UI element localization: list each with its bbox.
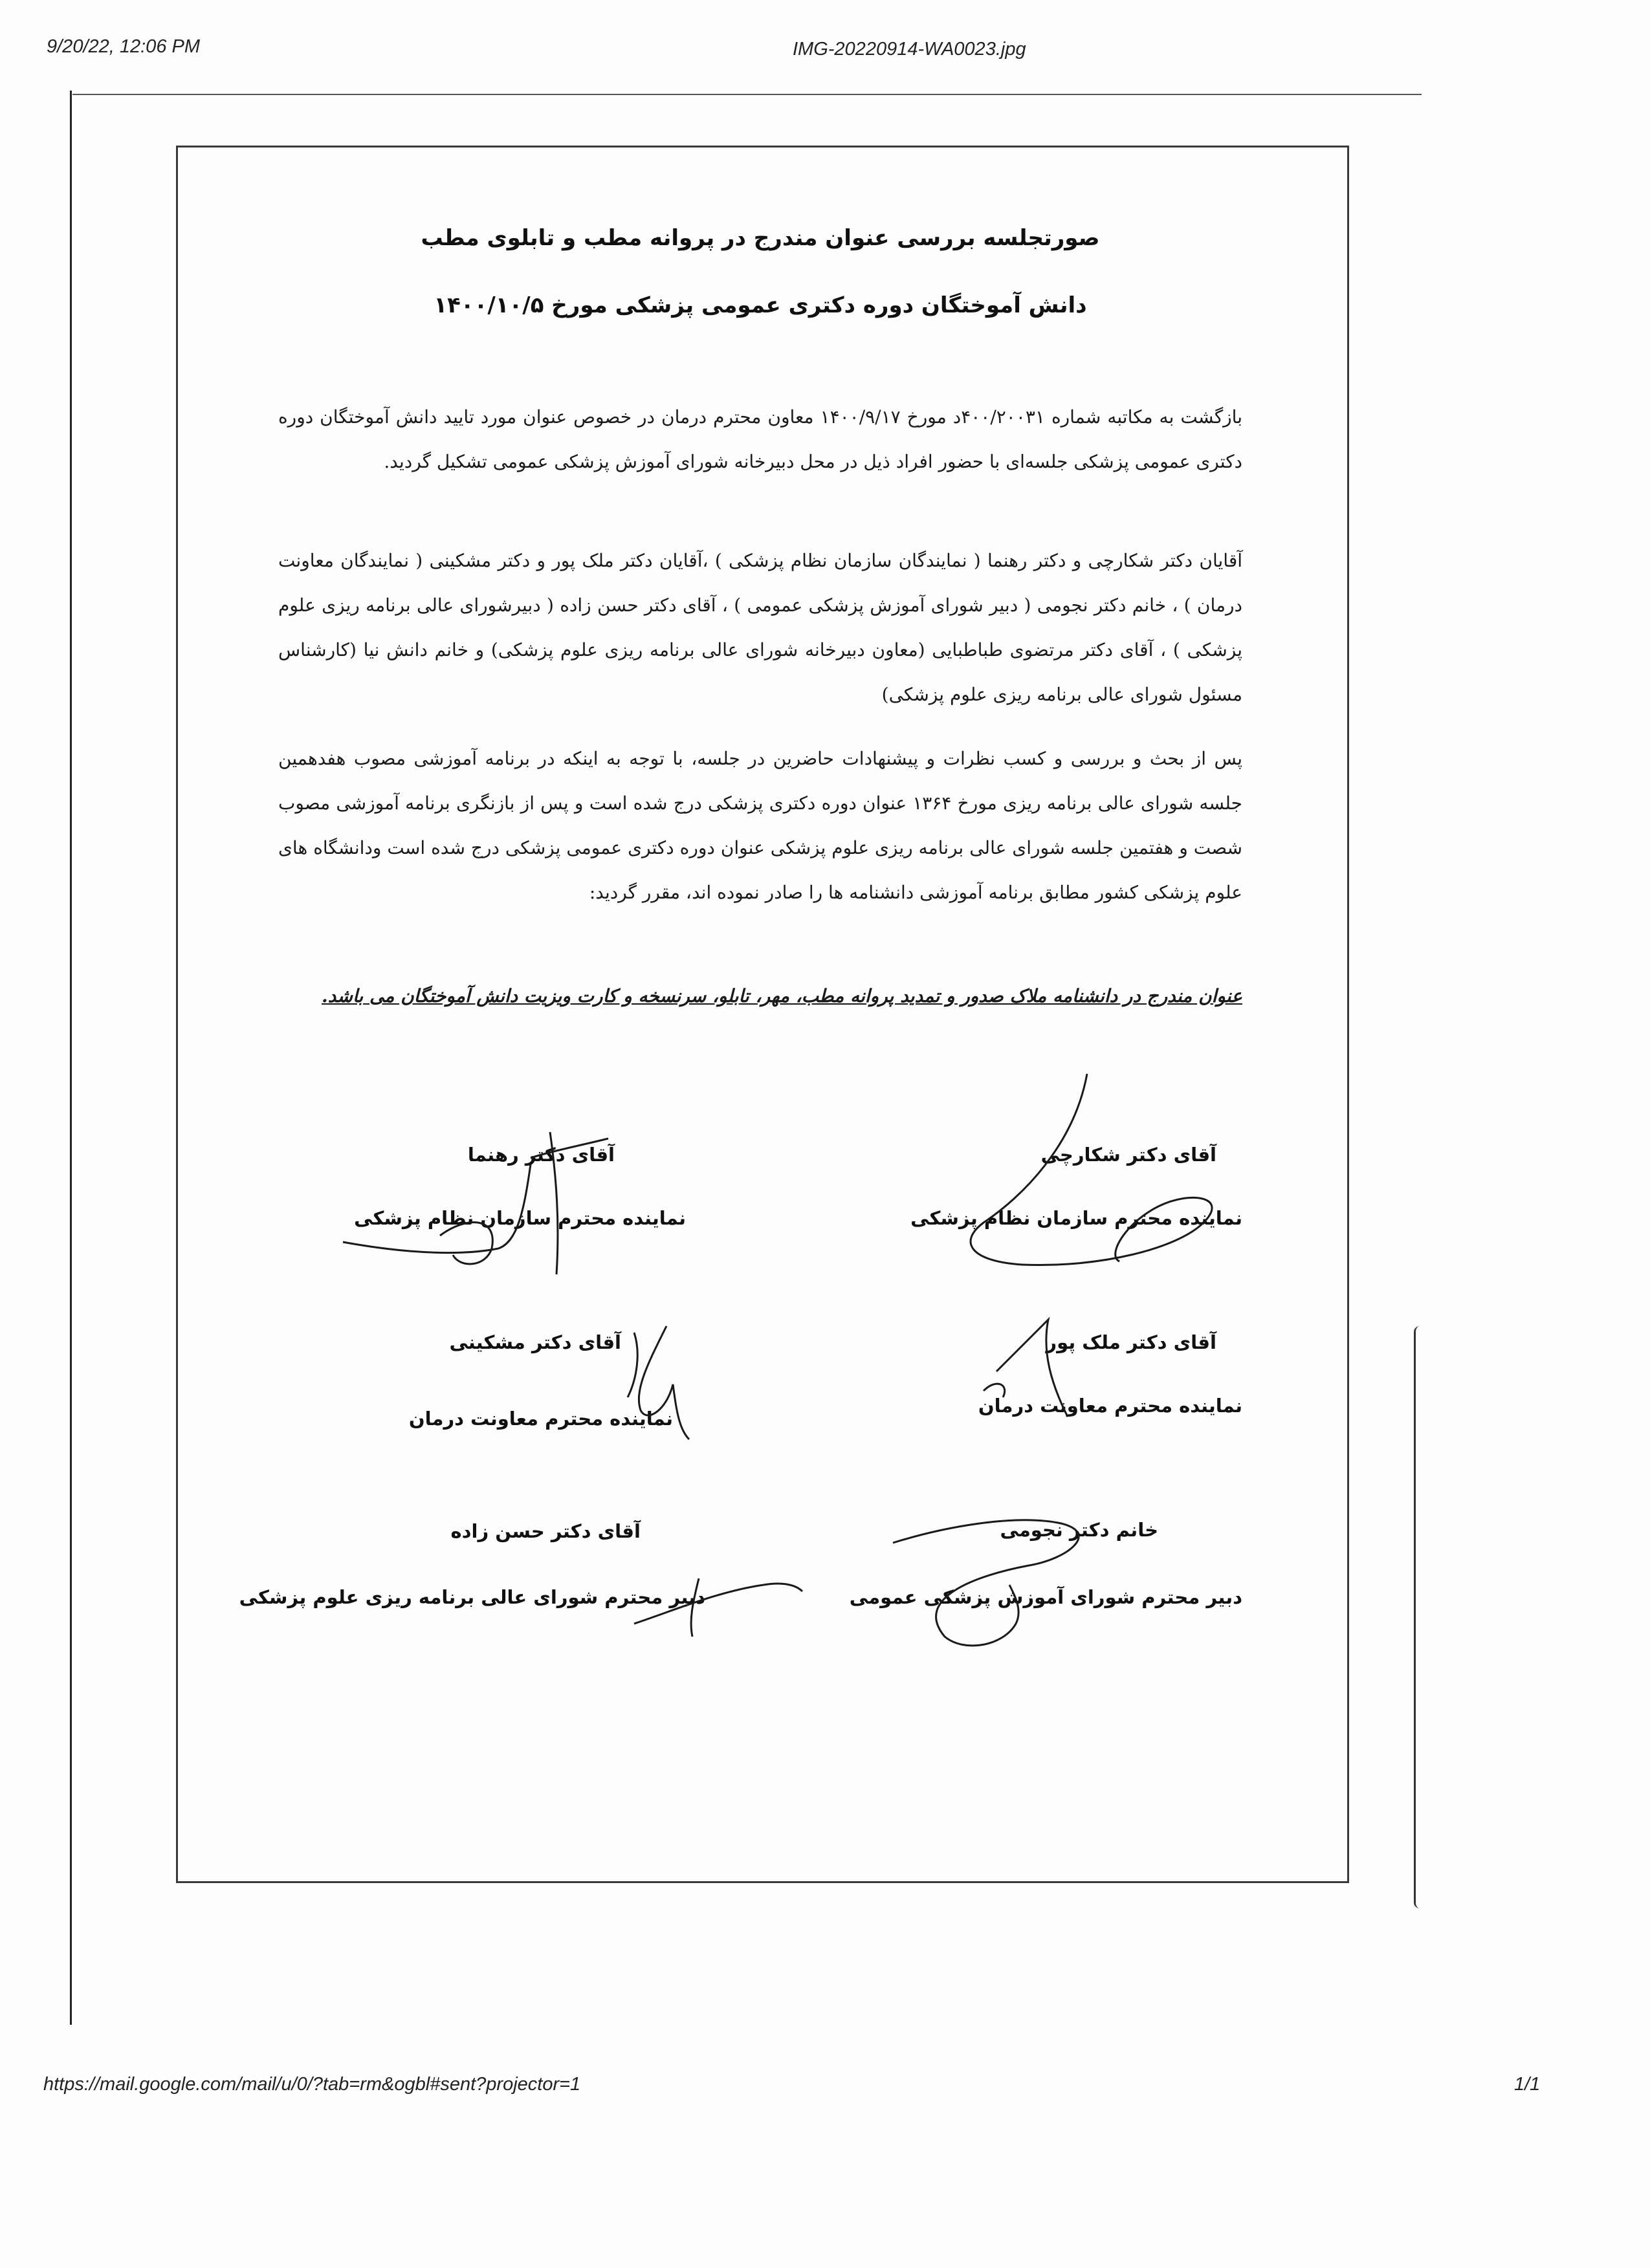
signatory-name: آقای دکتر حسن زاده (450, 1520, 641, 1542)
signatory-name: خانم دکتر نجومی (1000, 1519, 1158, 1541)
paragraph-discussion: پس از بحث و بررسی و کسب نظرات و پیشنهادات حاضرین در جلسه، با توجه به اینکه در برنامه آموزشی مصوب هفدهمین جلسه شورای عالی برنامه ریزی مورخ ۱۳۶۴ عنوان دوره دکتری پزشکی درج شده است و پس از بازنگری برنامه آموزشی مصوب شصت و هفتمین جلسه شورای عالی برنامه ریزی علوم پزشکی عنوان دوره دکتری عمومی پزشکی درج شده است ودانشگاه های علوم پزشکی کشور مطابق برنامه آموزشی دانشنامه ها را صادر نموده اند، مقرر گردید: (278, 748, 1242, 903)
signature-rahnama (336, 1119, 699, 1287)
paragraph-intro: بازگشت به مکاتبه شماره ۴۰۰/۲۰۰۳۱د مورخ ۱۴۰۰/۹/۱۷ معاون محترم درمان در خصوص عنوان مورد تایید دانش آموختگان دوره دکتری عمومی پزشکی جلسه‌ای با حضور افراد ذیل در محل دبیرخانه شورای آموزش پزشکی عمومی تشکیل گردید. (278, 406, 1243, 472)
scan-edge-top (72, 94, 1422, 95)
print-date: 9/20/22, 12:06 PM (47, 36, 200, 57)
signatory-title: دبیر محترم شورای آموزش پزشکی عمومی (849, 1586, 1242, 1608)
print-filename: IMG-20220914-WA0023.jpg (793, 39, 1026, 60)
signature-malekpour (971, 1313, 1100, 1430)
print-url: https://mail.google.com/mail/u/0/?tab=rm&ogbl#sent?projector=1 (43, 2074, 581, 2095)
signatory-name: آقای دکتر ملک پور (1046, 1331, 1216, 1353)
signatory-title: نماینده محترم معاونت درمان (408, 1408, 673, 1430)
signatory-title: نماینده محترم سازمان نظام پزشکی (354, 1207, 686, 1229)
signature-hassanzadeh (621, 1565, 815, 1643)
scan-edge-right (1414, 1326, 1420, 1908)
scan-edge-left (70, 91, 72, 2025)
signature-meshkini (595, 1313, 712, 1443)
signature-shekarchi (945, 1067, 1268, 1281)
paragraph-attendees: آقایان دکتر شکارچی و دکتر رهنما ( نمایندگان سازمان نظام پزشکی ) ،آقایان دکتر ملک پور و دکتر مشکینی ( نمایندگان معاونت درمان ) ، خانم دکتر نجومی ( دبیر شورای آموزش پزشکی عمومی ) ، آقای دکتر حسن زاده ( دبیرشورای عالی برنامه ریزی علوم پزشکی ) ، آقای دکتر مرتضوی طباطبایی (معاون دبیرخانه شورای عالی برنامه ریزی علوم پزشکی) و خانم دانش نیا (کارشناس مسئول شورای عالی برنامه ریزی علوم پزشکی) (278, 550, 1242, 705)
document-title-line1: صورتجلسه بررسی عنوان مندرج در پروانه مطب و تابلوی مطب (421, 225, 1100, 251)
signatory-title: نماینده محترم معاونت درمان (978, 1395, 1242, 1417)
signatory-name: آقای دکتر شکارچی (1040, 1144, 1216, 1166)
paragraph-resolution: عنوان مندرج در دانشنامه ملاک صدور و تمدید پروانه مطب، مهر، تابلو، سرنسخه و کارت ویزیت دانش آموختگان می باشد. (322, 985, 1242, 1007)
signatory-title: نماینده محترم سازمان نظام پزشکی (910, 1207, 1242, 1229)
document-title-line2: دانش آموختگان دوره دکتری عمومی پزشکی مورخ ۱۴۰۰/۱۰/۵ (434, 292, 1087, 318)
signatory-name: آقای دکتر مشکینی (449, 1331, 621, 1353)
print-page-number: 1/1 (1514, 2074, 1541, 2095)
signatory-title: دبیر محترم شورای عالی برنامه ریزی علوم پزشکی (239, 1586, 705, 1608)
signatory-name: آقای دکتر رهنما (467, 1144, 615, 1166)
signature-nojoumi (854, 1488, 1126, 1656)
